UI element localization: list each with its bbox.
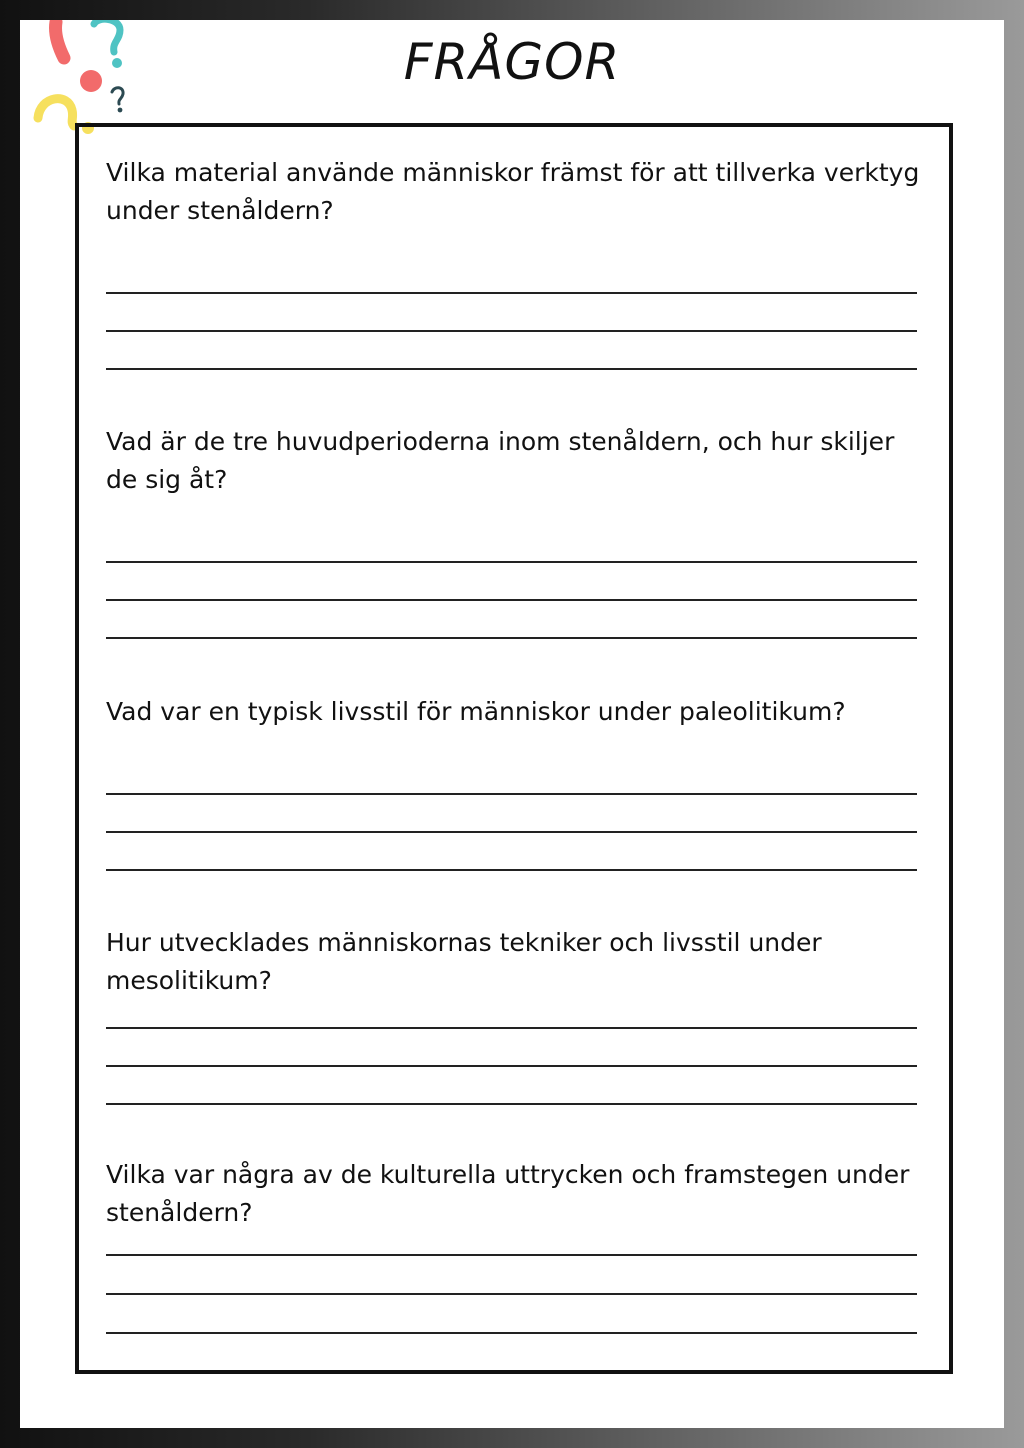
- answer-line[interactable]: [106, 1065, 917, 1067]
- answer-line[interactable]: [106, 1254, 917, 1256]
- question-5: [106, 1156, 926, 1232]
- answer-line[interactable]: [106, 368, 917, 370]
- answer-line[interactable]: [106, 1293, 917, 1295]
- answer-line[interactable]: [106, 330, 917, 332]
- question-text: Vilka material använde människor främst för att tillverka verktyg under stenåldern?: [106, 158, 920, 225]
- question-text: Vad var en typisk livsstil för människor under paleolitikum?: [106, 697, 846, 726]
- questions-box: [75, 123, 953, 1374]
- answer-line[interactable]: [106, 831, 917, 833]
- yellow-question-mark-icon: [38, 99, 74, 126]
- question-2: [106, 423, 926, 499]
- page-title: FRÅGOR: [403, 33, 621, 91]
- answer-line[interactable]: [106, 1103, 917, 1105]
- answer-line[interactable]: [106, 1027, 917, 1029]
- question-text: Vilka var några av de kulturella uttrycken och framstegen under stenåldern?: [106, 1160, 910, 1227]
- worksheet-page: [20, 20, 1004, 1428]
- question-4: [106, 924, 926, 1000]
- answer-line[interactable]: [106, 599, 917, 601]
- question-3: [106, 693, 926, 731]
- dark-question-mark-icon: [112, 88, 123, 104]
- answer-line[interactable]: [106, 292, 917, 294]
- answer-line[interactable]: [106, 637, 917, 639]
- question-text: Vad är de tre huvudperioderna inom stenåldern, och hur skiljer de sig åt?: [106, 427, 895, 494]
- answer-line[interactable]: [106, 793, 917, 795]
- question-1: [106, 154, 926, 230]
- answer-line[interactable]: [106, 869, 917, 871]
- answer-line[interactable]: [106, 561, 917, 563]
- answer-line[interactable]: [106, 1332, 917, 1334]
- question-text: Hur utvecklades människornas tekniker och livsstil under mesolitikum?: [106, 928, 822, 995]
